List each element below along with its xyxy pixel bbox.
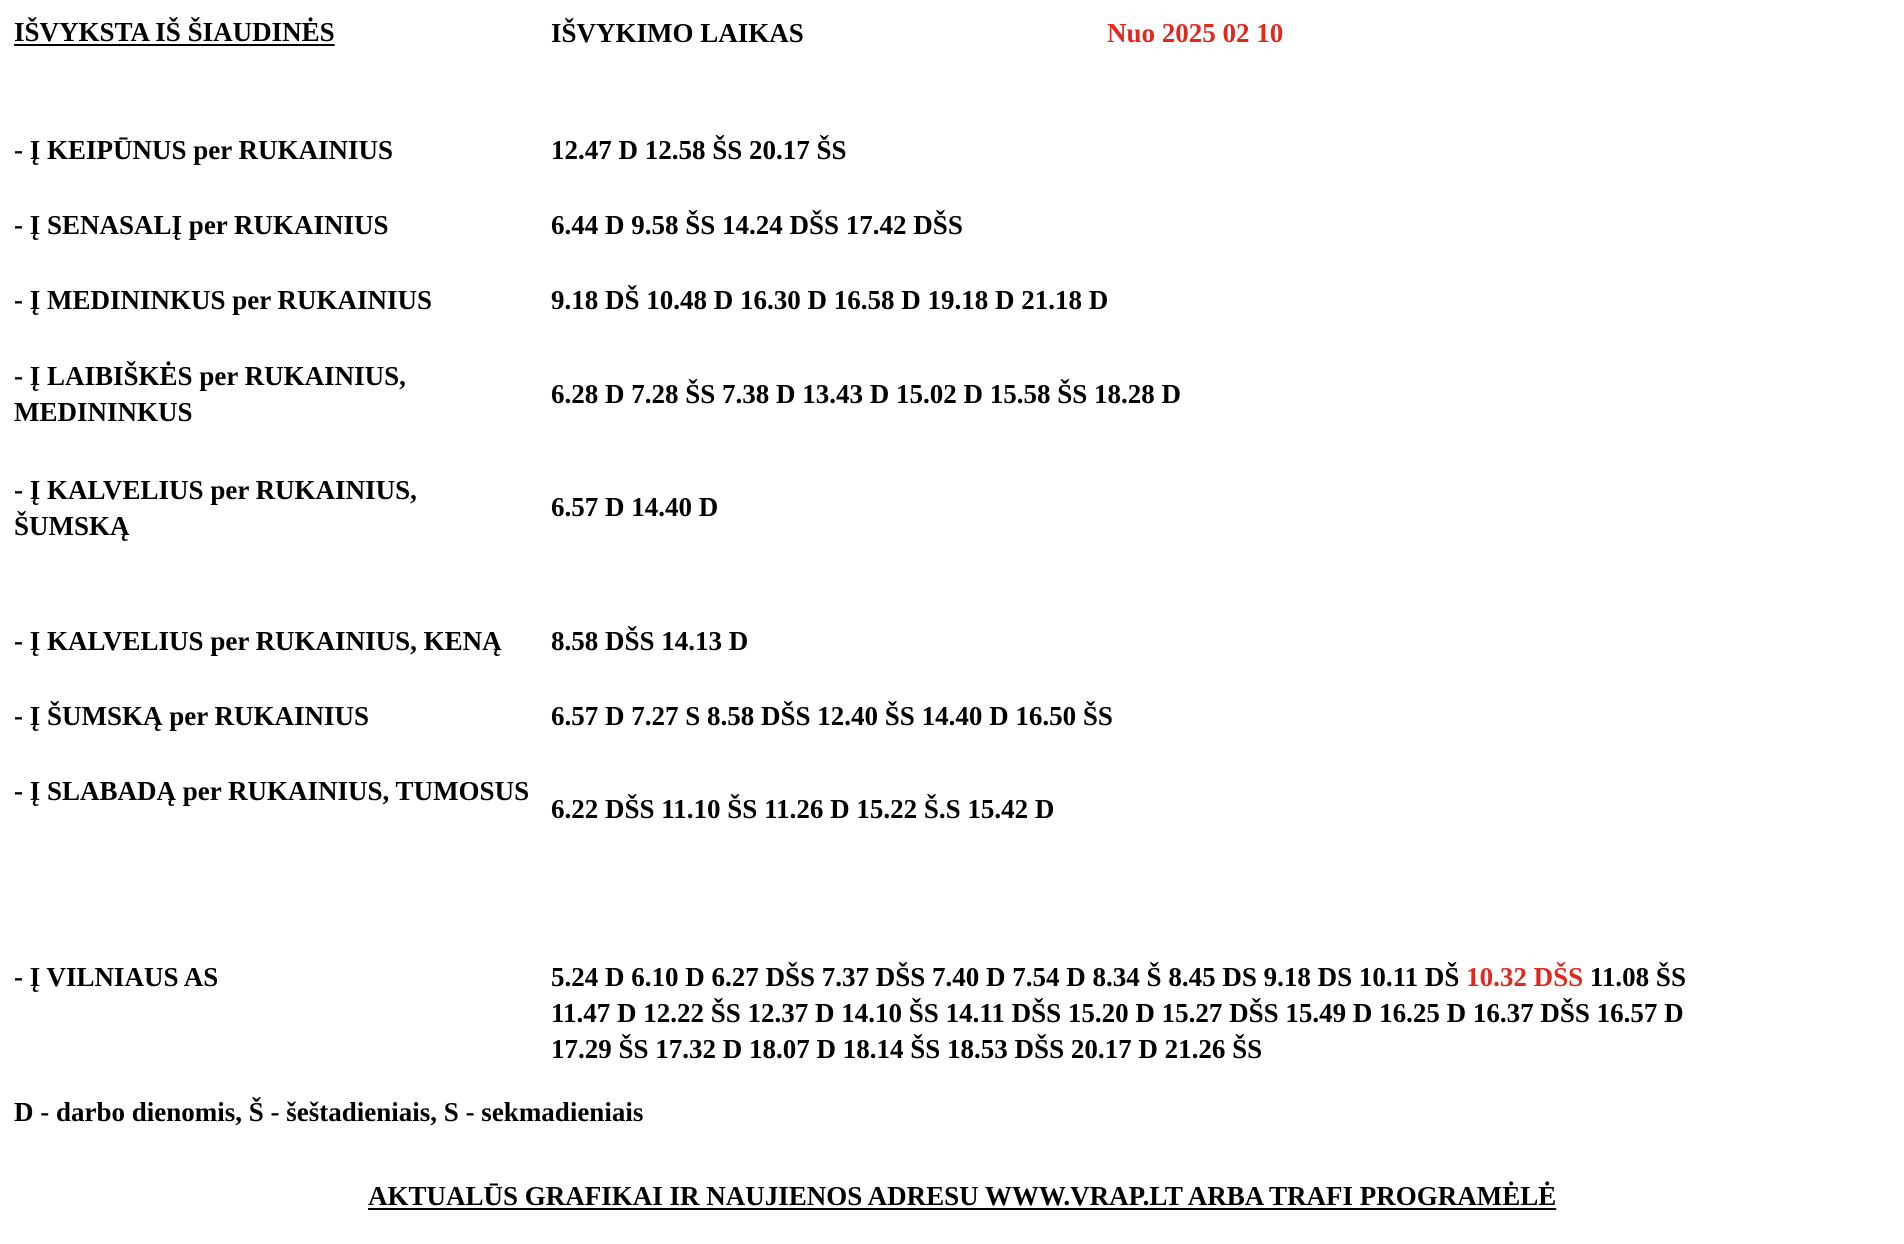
route-destination: - Į SENASALĮ per RUKAINIUS: [14, 210, 389, 240]
vilnius-times-highlight: 10.32 DŠS: [1466, 962, 1584, 992]
route-destination: - Į SLABADĄ per RUKAINIUS, TUMOSUS: [14, 776, 530, 806]
route-destination: - Į KEIPŪNUS per RUKAINIUS: [14, 135, 394, 165]
route-times: 6.57 D 7.27 S 8.58 DŠS 12.40 ŠS 14.40 D 16.50 ŠS: [551, 701, 1113, 731]
route-destination: - Į ŠUMSKĄ per RUKAINIUS: [14, 701, 370, 731]
departure-time-heading: IŠVYKIMO LAIKAS: [551, 18, 804, 48]
route-times: 8.58 DŠS 14.13 D: [551, 626, 749, 656]
vilnius-destination: - Į VILNIAUS AS: [14, 962, 219, 992]
route-times: 6.57 D 14.40 D: [551, 492, 719, 522]
vilnius-times: [551, 959, 1731, 1067]
route-times: 12.47 D 12.58 ŠS 20.17 ŠS: [551, 135, 847, 165]
footer-notice: AKTUALŪS GRAFIKAI IR NAUJIENOS ADRESU WWW.VRAP.LT ARBA TRAFI PROGRAMĖLĖ: [368, 1181, 1557, 1211]
route-times: 6.22 DŠS 11.10 ŠS 11.26 D 15.22 Š.S 15.42 D: [551, 794, 1055, 824]
vilnius-times-part1: 5.24 D 6.10 D 6.27 DŠS 7.37 DŠS 7.40 D 7.54 D 8.34 Š 8.45 DS 9.18 DS 10.11 DŠ: [551, 962, 1460, 992]
route-destination: - Į KALVELIUS per RUKAINIUS, KENĄ: [14, 626, 502, 656]
route-destination: - Į KALVELIUS per RUKAINIUS, ŠUMSKĄ: [14, 475, 417, 541]
route-times: 6.28 D 7.28 ŠS 7.38 D 13.43 D 15.02 D 15.58 ŠS 18.28 D: [551, 379, 1182, 409]
route-destination: - Į LAIBIŠKĖS per RUKAINIUS, MEDININKUS: [14, 361, 406, 427]
valid-from-date: Nuo 2025 02 10: [1107, 18, 1284, 48]
legend: D - darbo dienomis, Š - šeštadieniais, S - sekmadieniais: [14, 1097, 644, 1127]
route-times: 6.44 D 9.58 ŠS 14.24 DŠS 17.42 DŠS: [551, 210, 963, 240]
vilnius-times-part2: 11.08 ŠS 11.47 D 12.22 ŠS 12.37 D 14.10 ŠS 14.11 DŠS 15.20 D 15.27 DŠS 15.49 D 16.25 D 16.37 DŠS 16.57 D 17.29 ŠS 17.32 D 18.07 D 18.14 ŠS 18.53 DŠS 20.17 D 21.26 ŠS: [551, 962, 1686, 1064]
departs-from-heading: IŠVYKSTA IŠ ŠIAUDINĖS: [14, 17, 335, 47]
route-destination: - Į MEDININKUS per RUKAINIUS: [14, 285, 433, 315]
route-times: 9.18 DŠ 10.48 D 16.30 D 16.58 D 19.18 D 21.18 D: [551, 285, 1109, 315]
